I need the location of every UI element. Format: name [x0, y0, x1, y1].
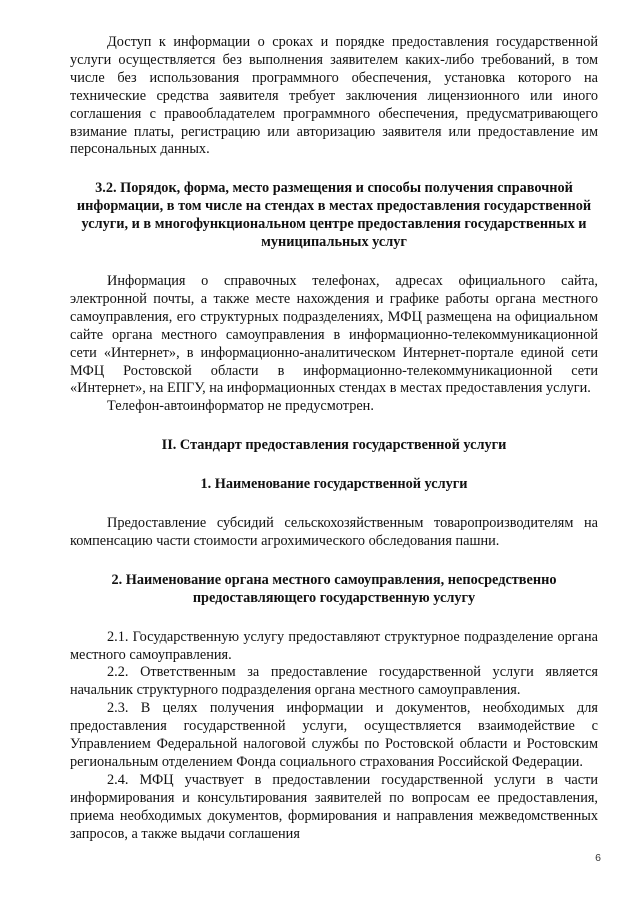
- heading-1-service-name: 1. Наименование государственной услуги: [200, 476, 468, 493]
- paragraph-2-1: 2.1. Государственную услугу предоставляют структурное подразделение органа местного самоуправления.: [70, 628, 598, 663]
- paragraph-2-3: 2.3. В целях получения информации и документов, необходимых для предоставления государственной услуги, осуществляется взаимодействие с Управлением Федеральной налоговой службы по Ростовской области и Ростовским региональным отделением Фонда социального страхования Российской Федерации.: [70, 700, 598, 770]
- heading-3-2: 3.2. Порядок, форма, место размещения и способы получения справочной информации, в том числе на стендах в местах предоставления государственной услуги, и в многофункциональном центре предоставления государственных и муниципальных услуг: [76, 180, 592, 251]
- paragraph-reference-info: Информация о справочных телефонах, адресах официального сайта, электронной почты, а также месте нахождения и графике работы органа местного самоуправления, его структурных подразделениях, МФЦ размещена на официальном сайте органа местного самоуправления в информационно-телекоммуникационной сети «Интернет», в информационно-аналитическом Интернет-портале единой сети МФЦ Ростовской области в информационно-телекоммуникационной сети «Интернет», на ЕПГУ, на информационных стендах в местах предоставления услуги.: [70, 272, 598, 397]
- paragraph-access-info: Доступ к информации о сроках и порядке предоставления государственной услуги осуществляется без выполнения заявителем каких-либо требований, в том числе без использования программного обеспечения, установка которого на технические средства заявителя требует заключения лицензионного или иного соглашения с правообладателем программного обеспечения, предусматривающего взимание платы, регистрацию или авторизацию заявителя или предоставление им персональных данных.: [70, 34, 598, 158]
- document-body: [70, 34, 598, 844]
- paragraph-autoinformer: Телефон-автоинформатор не предусмотрен.: [107, 398, 374, 415]
- paragraph-2-2: 2.2. Ответственным за предоставление государственной услуги является начальник структурного подразделения органа местного самоуправления.: [70, 664, 598, 699]
- page-number: 6: [595, 852, 601, 864]
- heading-2-authority: 2. Наименование органа местного самоуправления, непосредственно предоставляющего государственную услугу: [111, 571, 557, 606]
- heading-section-ii: II. Стандарт предоставления государственной услуги: [161, 437, 507, 454]
- paragraph-service-name: Предоставление субсидий сельскохозяйственным товаропроизводителям на компенсацию части стоимости агрохимического обследования пашни.: [70, 515, 598, 549]
- paragraph-2-4: 2.4. МФЦ участвует в предоставлении государственной услуги в части информирования и консультирования заявителей по вопросам ее предоставления, приема необходимых документов, формирования и направления межведомственных запросов, а также выдачи соглашения: [70, 771, 598, 842]
